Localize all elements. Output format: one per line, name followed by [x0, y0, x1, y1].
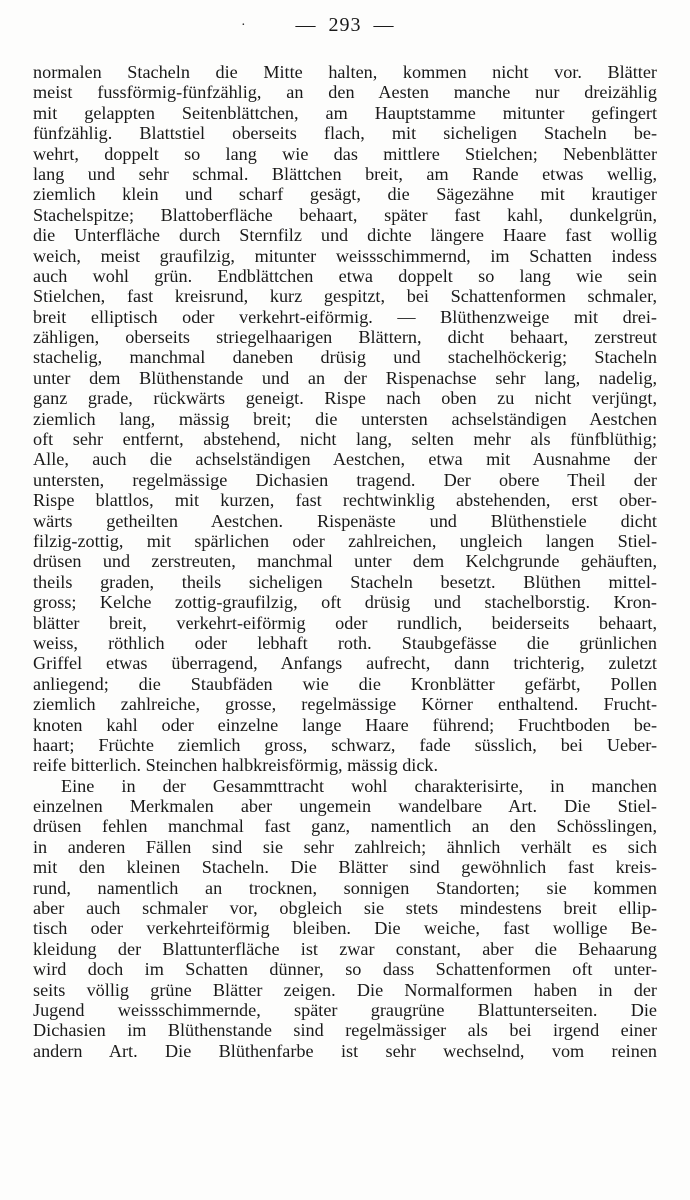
page-number: 293	[328, 14, 362, 36]
text-line: Eine in der Gesammttracht wohl charakterisirte, in manchen	[61, 775, 657, 796]
text-line: breit elliptisch oder verkehrt-eiförmig. — Blüthenzweige mit drei-	[33, 306, 657, 327]
text-line: ziemlich zahlreiche, grosse, regelmässige Körner enthaltend. Frucht-	[33, 694, 657, 715]
text-line: filzig-zottig, mit spärlichen oder zahlreichen, ungleich langen Stiel-	[33, 530, 657, 551]
text-line: meist fussförmig-fünfzählig, an den Aesten manche nur dreizählig	[33, 82, 657, 103]
text-line: einzelnen Merkmalen aber ungemein wandelbare Art. Die Stiel-	[33, 796, 657, 817]
text-line: weich, meist graufilzig, mitunter weissschimmernd, im Schatten indess	[33, 245, 657, 266]
text-line: drüsen fehlen manchmal fast ganz, namentlich an den Schösslingen,	[33, 816, 657, 837]
text-line: wehrt, doppelt so lang wie das mittlere Stielchen; Nebenblätter	[33, 143, 657, 164]
text-line: drüsen und zerstreuten, manchmal unter dem Kelchgrunde gehäuften,	[33, 551, 657, 572]
text-line: haart; Früchte ziemlich gross, schwarz, fade süsslich, bei Ueber-	[33, 734, 657, 755]
text-line: mit gelappten Seitenblättchen, am Hauptstamme mitunter gefingert	[33, 102, 657, 123]
text-line: die Unterfläche durch Sternfilz und dichte längere Haare fast wollig	[33, 225, 657, 246]
header-dash-right: —	[373, 14, 395, 36]
text-line: blätter breit, verkehrt-eiförmig oder rundlich, beiderseits behaart,	[33, 612, 657, 633]
paragraph-2	[33, 776, 657, 1061]
text-line: normalen Stacheln die Mitte halten, kommen nicht vor. Blätter	[33, 62, 657, 82]
text-line: knoten kahl oder einzelne lange Haare führend; Fruchtboden be-	[33, 714, 657, 735]
text-line: unter dem Blüthenstande und an der Rispenachse sehr lang, nadelig,	[33, 367, 657, 388]
text-line: oft sehr entfernt, abstehend, nicht lang, selten mehr als fünfblüthig;	[33, 429, 657, 450]
text-line: Jugend weissschimmernde, später graugrüne Blattunterseiten. Die	[33, 999, 657, 1020]
text-line: weiss, röthlich oder lebhaft roth. Staubgefässe die grünlichen	[33, 632, 657, 653]
text-line: fünfzählig. Blattstiel oberseits flach, mit sicheligen Stacheln be-	[33, 123, 657, 144]
text-line: reife bitterlich. Steinchen halbkreisförmig, mässig dick.	[33, 755, 439, 776]
text-line: kleidung der Blattunterfläche ist zwar constant, aber die Behaarung	[33, 938, 657, 959]
text-line: mit den kleinen Stacheln. Die Blätter sind gewöhnlich fast kreis-	[33, 857, 657, 878]
text-line: seits völlig grüne Blätter zeigen. Die Normalformen haben in der	[33, 979, 657, 1000]
header-dot: ·	[241, 18, 247, 33]
text-line: gross; Kelche zottig-graufilzig, oft drüsig und stachelborstig. Kron-	[33, 592, 657, 613]
text-line: ziemlich klein und scharf gesägt, die Sägezähne mit krautiger	[33, 184, 657, 205]
text-line: tisch oder verkehrteiförmig bleiben. Die weiche, fast wollige Be-	[33, 918, 657, 939]
text-line: in anderen Fällen sind sie sehr zahlreich; ähnlich verhält es sich	[33, 836, 657, 857]
text-line: ziemlich lang, mässig breit; die untersten achselständigen Aestchen	[33, 408, 657, 429]
text-line: Stachelspitze; Blattoberfläche behaart, später fast kahl, dunkelgrün,	[33, 204, 657, 225]
paragraph-1	[33, 62, 657, 776]
header-dash-left: —	[295, 14, 317, 36]
text-line: lang und sehr schmal. Blättchen breit, am Rande etwas wellig,	[33, 163, 657, 184]
text-line: Rispe blattlos, mit kurzen, fast rechtwinklig abstehenden, erst ober-	[33, 490, 657, 511]
body-text	[33, 62, 657, 1061]
text-line: ganz grade, rückwärts geneigt. Rispe nach oben zu nicht verjüngt,	[33, 388, 657, 409]
text-line: stachelig, manchmal daneben drüsig und stachelhöckerig; Stacheln	[33, 347, 657, 368]
text-line: Stielchen, fast kreisrund, kurz gespitzt, bei Schattenformen schmaler,	[33, 286, 657, 307]
text-line: rund, namentlich an trocknen, sonnigen Standorten; sie kommen	[33, 877, 657, 898]
text-line: Griffel etwas überragend, Anfangs aufrecht, dann trichterig, zuletzt	[33, 653, 657, 674]
text-line: andern Art. Die Blüthenfarbe ist sehr wechselnd, vom reinen	[33, 1040, 657, 1061]
text-line: wird doch im Schatten dünner, so dass Schattenformen oft unter-	[33, 959, 657, 980]
text-line: theils graden, theils sicheligen Stacheln besetzt. Blüthen mittel-	[33, 571, 657, 592]
text-line: auch wohl grün. Endblättchen etwa doppelt so lang wie sein	[33, 265, 657, 286]
text-line: Dichasien im Blüthenstande sind regelmässiger als bei irgend einer	[33, 1020, 657, 1041]
text-line: Alle, auch die achselständigen Aestchen, etwa mit Ausnahme der	[33, 449, 657, 470]
text-line: zähligen, oberseits striegelhaarigen Blättern, dicht behaart, zerstreut	[33, 327, 657, 348]
text-line: untersten, regelmässige Dichasien tragend. Der obere Theil der	[33, 469, 657, 490]
text-line: aber auch schmaler vor, obgleich sie stets mindestens breit ellip-	[33, 898, 657, 919]
page-header	[0, 14, 690, 37]
text-line: wärts getheilten Aestchen. Rispenäste und Blüthenstiele dicht	[33, 510, 657, 531]
text-line: anliegend; die Staubfäden wie die Kronblätter gefärbt, Pollen	[33, 673, 657, 694]
